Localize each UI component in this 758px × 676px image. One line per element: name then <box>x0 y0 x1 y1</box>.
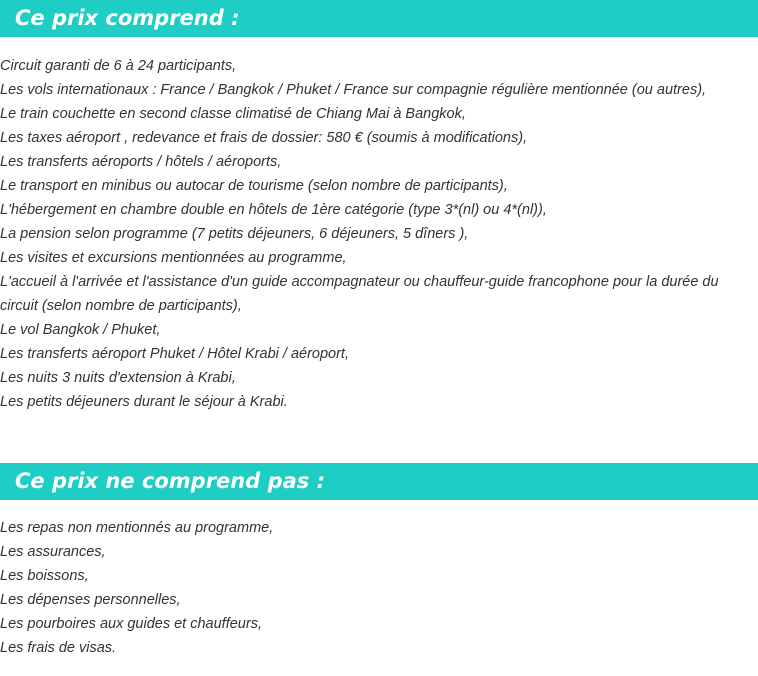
list-item: Les transferts aéroport Phuket / Hôtel Krabi / aéroport, <box>0 346 349 362</box>
list-item: Les pourboires aux guides et chauffeurs, <box>0 616 262 632</box>
list-item: Les transferts aéroports / hôtels / aéroports, <box>0 154 282 170</box>
list-item: Les repas non mentionnés au programme, <box>0 520 274 536</box>
list-item: Les assurances, <box>0 544 106 560</box>
list-item: La pension selon programme (7 petits déjeuners, 6 déjeuners, 5 dîners ), <box>0 226 469 242</box>
list-item: Les dépenses personnelles, <box>0 592 181 608</box>
list-item: Les frais de visas. <box>0 640 117 656</box>
excludes-list <box>0 516 758 660</box>
list-item: Le transport en minibus ou autocar de tourisme (selon nombre de participants), <box>0 178 508 194</box>
list-item: Les taxes aéroport , redevance et frais de dossier: 580 € (soumis à modifications), <box>0 130 528 146</box>
list-item: Les nuits 3 nuits d'extension à Krabi, <box>0 370 236 386</box>
excludes-section-title: Ce prix ne comprend pas : <box>0 463 758 500</box>
list-item: Le vol Bangkok / Phuket, <box>0 322 161 338</box>
list-item: L'accueil à l'arrivée et l'assistance d'un guide accompagnateur ou chauffeur-guide francophone pour la durée du circuit (selon nombre de participants), <box>0 274 719 314</box>
list-item: Les vols internationaux : France / Bangkok / Phuket / France sur compagnie régulière mentionnée (ou autres), <box>0 82 707 98</box>
list-item: Les petits déjeuners durant le séjour à Krabi. <box>0 394 288 410</box>
list-item: Circuit garanti de 6 à 24 participants, <box>0 58 237 74</box>
list-item: Les boissons, <box>0 568 89 584</box>
includes-list <box>0 54 758 414</box>
list-item: Le train couchette en second classe climatisé de Chiang Mai à Bangkok, <box>0 106 466 122</box>
list-item: Les visites et excursions mentionnées au programme, <box>0 250 347 266</box>
includes-section-title: Ce prix comprend : <box>0 0 758 37</box>
list-item: L'hébergement en chambre double en hôtels de 1ère catégorie (type 3*(nl) ou 4*(nl)), <box>0 202 547 218</box>
